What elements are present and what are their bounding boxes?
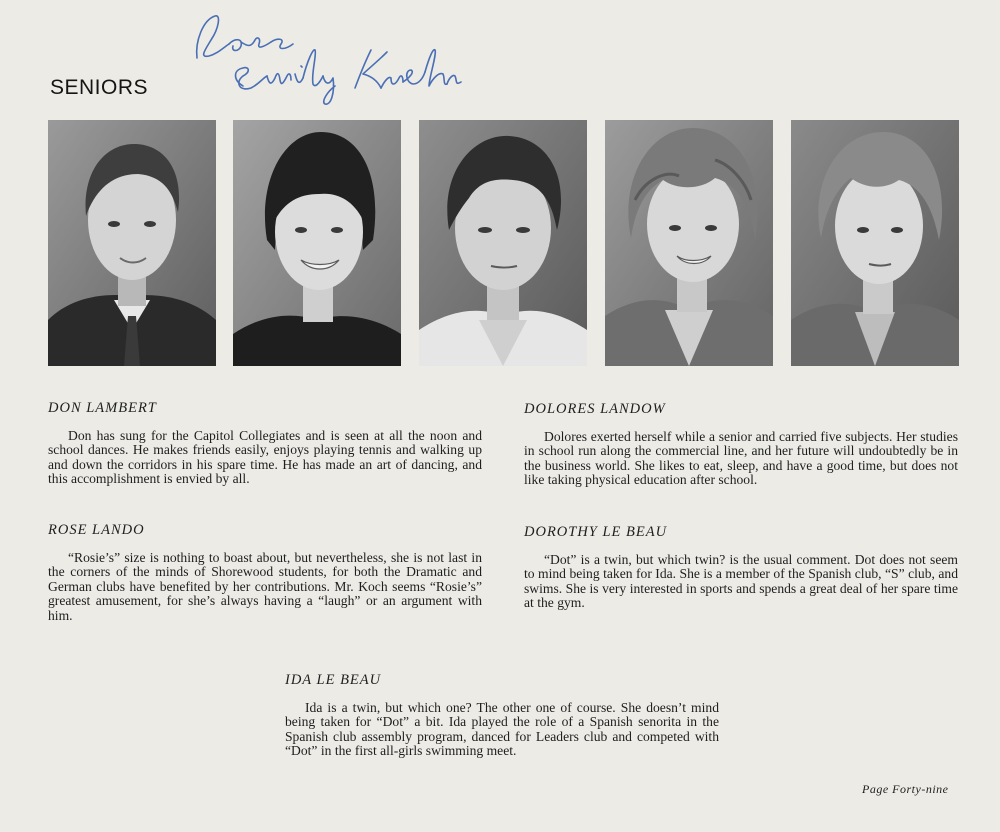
senior-entry-dorothy-le-beau [524, 524, 958, 611]
senior-bio: Dolores exerted herself while a senior and carried five subjects. Her studies in school run along the commercial line, and her future will undoubtedly be in the business world. She likes to eat, sleep, and have a good time, but does not like taking physical education after school. [524, 429, 958, 488]
senior-name: ROSE LANDO [48, 522, 145, 538]
senior-bio: Ida is a twin, but which one? The other one of course. She doesn’t mind being taken for “Dot” a bit. Ida played the role of a Spanish senorita in the Spanish club assembly program, danced for Leaders club and competed with “Dot” in the first all-girls swimming meet. [285, 700, 719, 759]
senior-name: DOLORES LANDOW [524, 401, 666, 417]
handwritten-signature [185, 6, 475, 106]
section-heading: SENIORS [50, 76, 149, 99]
portrait-photo-5 [791, 120, 959, 366]
senior-entry-ida-le-beau [285, 672, 719, 759]
portrait-photo-2 [233, 120, 401, 366]
senior-entry-dolores-landow [524, 401, 958, 488]
page-number: Page Forty-nine [862, 782, 949, 796]
portrait-photo-1 [48, 120, 216, 366]
senior-name: DOROTHY LE BEAU [524, 524, 668, 540]
senior-name: IDA LE BEAU [285, 672, 382, 688]
portrait-photo-4 [605, 120, 773, 366]
senior-entry-rose-lando [48, 522, 482, 623]
senior-name: DON LAMBERT [48, 400, 157, 416]
senior-bio: Don has sung for the Capitol Collegiates and is seen at all the noon and school dances. He makes friends easily, enjoys playing tennis and walking up and down the corridors in his spare time. He has made an art of dancing, and this accomplishment is envied by all. [48, 428, 482, 487]
portrait-photo-3 [419, 120, 587, 366]
senior-bio: “Rosie’s” size is nothing to boast about, but nevertheless, she is not last in the corners of the minds of Shorewood students, for both the Dramatic and German clubs have benefited by her contributions. Mr. Koch seems “Rosie’s” greatest amusement, for she’s always having a “laugh” or an argument with him. [48, 550, 482, 623]
senior-bio: “Dot” is a twin, but which twin? is the usual comment. Dot does not seem to mind being taken for Ida. She is a member of the Spanish club, “S” club, and swims. She is very interested in sports and spends a great deal of her spare time at the gym. [524, 552, 958, 611]
senior-entry-don-lambert [48, 400, 482, 487]
